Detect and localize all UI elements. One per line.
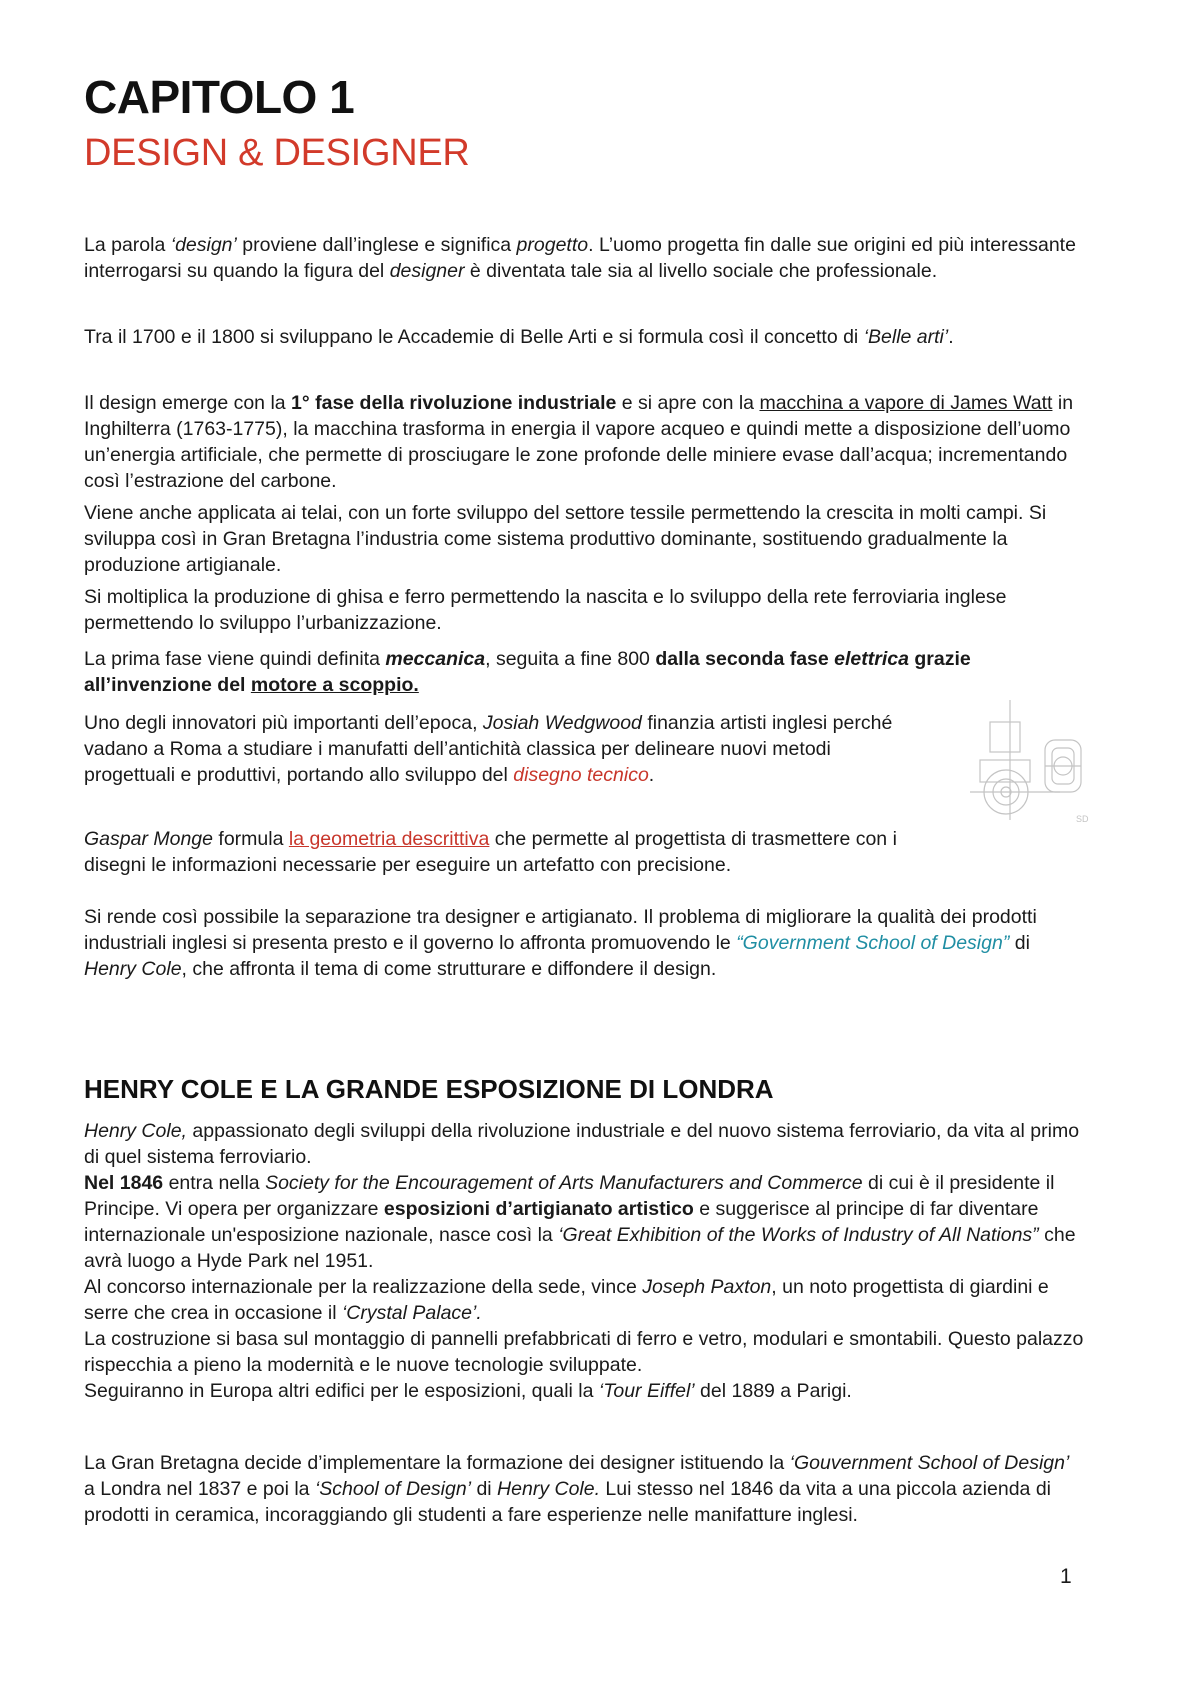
paragraph-wedgwood: Uno degli innovatori più importanti dell’epoca, Josiah Wedgwood finanzia artisti inglesi perché vadano a Roma a studiare i manufatti dell’antichità classica per delineare nuovi metodi progettuali e produttivi, portando allo sviluppo del disegno tecnico. — [84, 712, 893, 786]
paragraph-belle-arti: Tra il 1700 e il 1800 si sviluppano le Accademie di Belle Arti e si formula così il concetto di ‘Belle arti’. — [84, 326, 954, 348]
sketch-initials: SD — [1076, 814, 1089, 824]
chapter-title: CAPITOLO 1 — [84, 71, 355, 123]
paragraph-phases: La prima fase viene quindi definita meccanica, seguita a fine 800 dalla seconda fase elettrica grazie all’invenzione del motore a scoppio. — [84, 648, 971, 696]
paragraph-school-of-design: La Gran Bretagna decide d’implementare la formazione dei designer istituendo la ‘Gouvernment School of Design’ a Londra nel 1837 e poi la ‘School of Design’ di Henry Cole. Lui stesso nel 1846 da vita a una piccola azienda di prodotti in ceramica, incoraggiando gli studenti a fare esperienze nelle manifatture inglesi. — [84, 1452, 1070, 1526]
paragraph-design-origin: La parola ‘design’ proviene dall’inglese e significa progetto. L’uomo progetta fin dalle sue origini ed più interessante interrogarsi su quando la figura del designer è diventata tale sia al livello sociale che professionale. — [84, 234, 1076, 282]
page-number: 1 — [1060, 1565, 1072, 1588]
paragraph-monge: Gaspar Monge formula la geometria descrittiva che permette al progettista di trasmettere con i disegni le informazioni necessarie per eseguire un artefatto con precisione. — [84, 828, 897, 876]
technical-drawing-icon — [970, 700, 1100, 830]
technical-drawing-sketch — [970, 700, 1100, 835]
chapter-subtitle: DESIGN & DESIGNER — [84, 132, 470, 174]
paragraph-textile: Viene anche applicata ai telai, con un forte sviluppo del settore tessile permettendo la crescita in molti campi. Si sviluppa così in Gran Bretagna l’industria come sistema produttivo dominante, sostituendo gradualmente la produzione artigianale. — [84, 502, 1047, 576]
geometria-descrittiva-link[interactable]: la geometria descrittiva — [288, 828, 490, 850]
paragraph-henry-cole: Henry Cole, appassionato degli sviluppi della rivoluzione industriale e del nuovo sistema ferroviario, da vita al primo di quel sistema ferroviario. Nel 1846 entra nella Society for the Encouragement of Arts Manufacturers and Commerce di cui è il presidente il Principe. Vi opera per organizzare esposizioni d’artigianato artistico e suggerisce al principe di far diventare internazionale un'esposizione nazionale, nasce così la ‘Great Exhibition of the Works of Industry of All Nations” che avrà luogo a Hyde Park nel 1951. Al concorso internazionale per la realizzazione della sede, vince Joseph Paxton, un noto progettista di giardini e serre che crea in occasione il ‘Crystal Palace’. La costruzione si basa sul montaggio di pannelli prefabbricati di ferro e vetro, modulari e smontabili. Questo palazzo rispecchia a pieno la modernità e le nuove tecnologie sviluppate. Seguiranno in Europa altri edifici per le esposizioni, quali la ‘Tour Eiffel’ del 1889 a Parigi. — [84, 1120, 1084, 1402]
paragraph-railway: Si moltiplica la produzione di ghisa e ferro permettendo la nascita e lo sviluppo della rete ferroviaria inglese permettendo lo sviluppo l’urbanizzazione. — [84, 586, 1007, 634]
section-title: HENRY COLE E LA GRANDE ESPOSIZIONE DI LONDRA — [84, 1074, 774, 1104]
paragraph-government-school: Si rende così possibile la separazione tra designer e artigianato. Il problema di migliorare la qualità dei prodotti industriali inglesi si presenta presto e il governo lo affronta promuovendo le “Government School of Design” di Henry Cole, che affronta il tema di come strutturare e diffondere il design. — [84, 906, 1037, 980]
paragraph-industrial-revolution: Il design emerge con la 1° fase della rivoluzione industriale e si apre con la macchina a vapore di James Watt in Inghilterra (1763-1775), la macchina trasforma in energia il vapore acqueo e quindi mette a disposizione dell’uomo un’energia artificiale, che permette di prosciugare le zone profonde delle miniere evase dall’acqua; incrementando così l’estrazione del carbone. — [84, 392, 1074, 492]
